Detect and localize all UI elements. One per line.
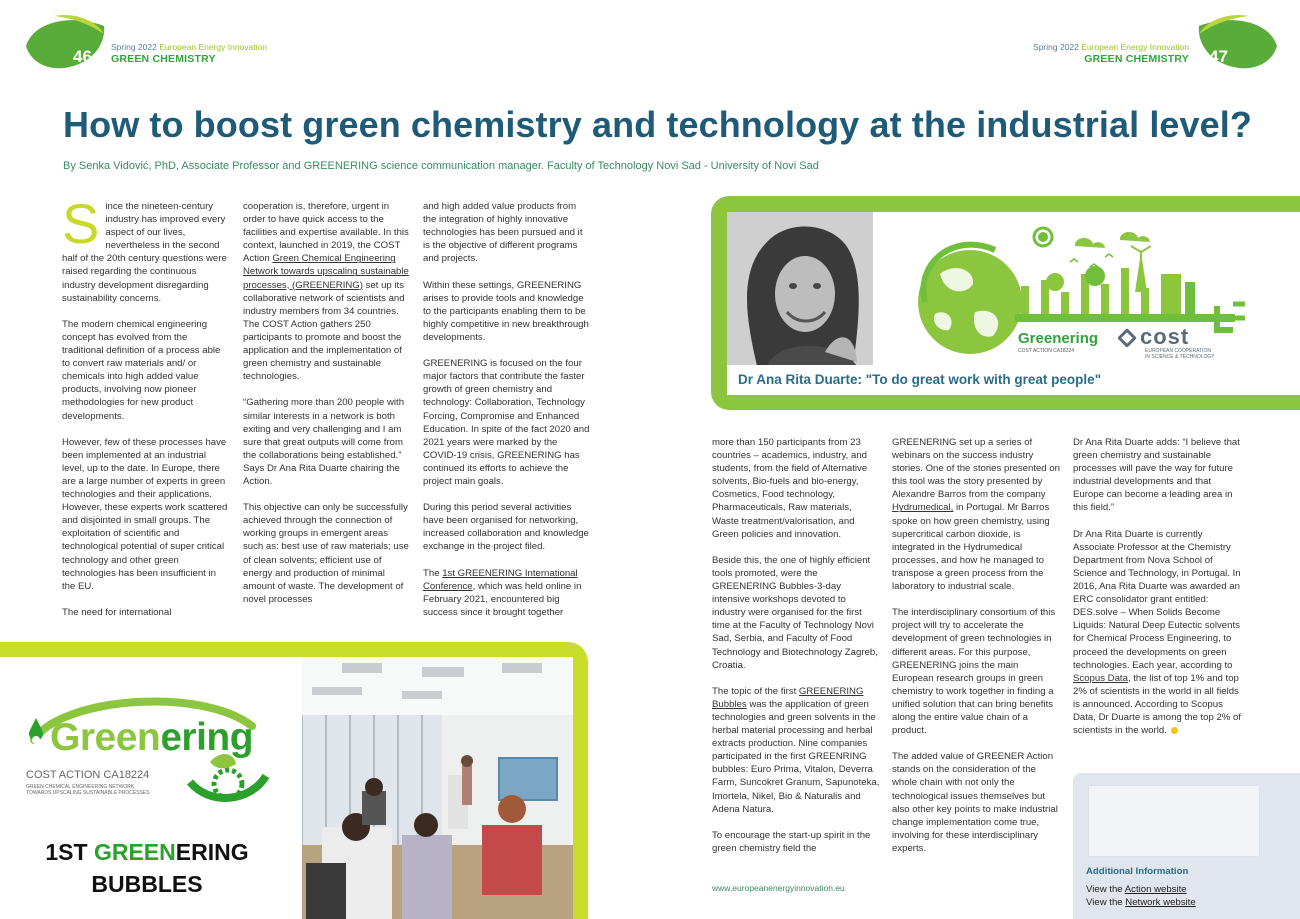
greenering-network-link[interactable]: Green Chemical Engineering Network towards upscaling sustainable processes, (GREENERING) [243, 253, 409, 291]
portrait-photo [727, 212, 873, 366]
network-tagline-2: TOWARDS UPSCALING SUSTAINABLE PROCESSES [26, 790, 150, 796]
article-column-5 [892, 436, 1060, 855]
paragraph: Dr Ana Rita Duarte is currently Associate Professor at the Chemistry Department from Nova School of Science and Technology, in Portugal. In 2016, Ana Rita Duarte was awarded an ERC consolidator grant entitled: DES.solve – When Solids Become Liquids: Natural Deep Eutectic solvents for Chemical Process Engineering, to proceed the developments on green technologies. Each year, according to Scopus Data, the list of top 1% and top 2% of scientists in the world in all fields is announced. According to Scopus Data, Dr Duarte is among the top 2% of scientists in the world. [1073, 528, 1241, 737]
section-label-right: GREEN CHEMISTRY [1084, 53, 1189, 65]
action-code: COST ACTION CA18224 [26, 769, 150, 781]
page-number-left: 46 [73, 47, 92, 66]
drop-cap: S [62, 192, 100, 255]
paragraph: Within these settings, GREENERING arises to provide tools and knowledge to the participants enabling them to be highly competitive in new breakthrough developments. [423, 279, 589, 343]
paragraph: The topic of the first GREENERING Bubbles was the application of green technologies and green solvents in the herbal material processing and herbal extracts production. Nine companies participated in the first GREENRING bubbles: Euro Prima, Vitalon, Deverra Farm, Suncokret Granum, Sapunoteka, Imortela, Nikel, Bio & Naturalis and Adena Natura. [712, 685, 880, 815]
paragraph: The need for international [62, 606, 172, 618]
paragraph: The added value of GREENER Action stands on the consideration of the whole chain with not only the technological issues themselves but also other key points to make industrial change implementation come true, involving for these interdisciplinary experts. [892, 751, 1058, 854]
paragraph: However, few of these processes have been implemented at an industrial level, up to the date. In Europe, there are a large number of experts in green technologies and their applications. However, these experts work scattered and disjointed in small groups. The exploitation of scientific and technological potential of super critical technology and other green technologies has been insufficient in the EU. [62, 436, 228, 592]
network-website-link[interactable]: Network website [1125, 897, 1196, 908]
workshop-photo [302, 657, 573, 919]
end-mark-icon [1171, 727, 1178, 734]
scopus-data-link[interactable]: Scopus Data [1073, 672, 1128, 684]
greenering-logo-small: Greenering [1018, 330, 1099, 347]
footer-url[interactable]: www.europeanenergyinnovation.eu [712, 883, 845, 893]
additional-info-title: Additional Information [1086, 866, 1189, 877]
paragraph: and high added value products from the integration of highly innovative technologies has been pursued and it is the objective of different programs and projects. [423, 201, 583, 265]
greenering-logo-large: Greenering [50, 716, 254, 759]
article-column-3 [423, 200, 591, 619]
paragraph: The interdisciplinary consortium of this project will try to accelerate the development of green technologies in different areas. For this purpose, GREENERING joins the main European research groups in green chemistry to work together in finding a unified solution that can bring benefits along the entire value chain of a product. [892, 607, 1056, 737]
paragraph: Since the nineteen-century industry has improved every aspect of our lives, nevertheless in the second half of the 20th century questions were raised regarding the continuous industry development disregarding sustainability concerns. [62, 192, 227, 304]
issue-label-left: Spring 2022 European Energy Innovation [111, 42, 267, 52]
right-leaf-badge [1193, 12, 1279, 70]
page-number-right: 47 [1209, 47, 1228, 66]
article-title: How to boost green chemistry and technology at the industrial level? [63, 104, 1252, 145]
info-box-placeholder-image [1088, 785, 1260, 857]
greenering-bubbles-link[interactable]: GREENERING Bubbles [712, 685, 864, 710]
bubbles-title: 1ST GREENERING BUBBLES [45, 839, 249, 897]
network-tagline-1: GREEN CHEMICAL ENGINEERING NETWORK [26, 784, 135, 790]
info-line-action: View the Action website [1086, 884, 1187, 895]
hydrumedical-link[interactable]: Hydrumedical, [892, 502, 954, 514]
paragraph: During this period several activities have been organised for networking, increased collaboration and knowledge exchange in the project filed. [423, 502, 589, 553]
article-column-6 [1073, 436, 1241, 737]
section-label-left: GREEN CHEMISTRY [111, 53, 216, 65]
left-leaf-badge [24, 12, 110, 70]
paragraph: GREENERING is focused on the four major factors that contribute the faster growth of green chemistry and technology: Collaboration, Technology Forcing, Compromise and Enhanced Education. In spite of the fact 2020 and 2021 years were marked by the COVID-19 crisis, GREENERING has continued its efforts to achieve the project main goals. [423, 358, 590, 487]
action-website-link[interactable]: Action website [1124, 884, 1187, 895]
paragraph: Beside this, the one of highly efficient tools promoted, were the GREENERING Bubbles-3-day intensive workshops devoted to industry were organised for the first time at the Faculty of Technology Novi Sad, Serbia, and Faculty of Food Technology and Biotechnology Zagreb, Croatia. [712, 554, 878, 671]
paragraph: more than 150 participants from 23 countries – academics, industry, and students, from the field of Alternative solvents, Bio-fuels and bio-energy, Cosmetics, Food technology, Pharmaceuticals, Raw materials, Waste treatment/valorisation, and Green policies and innovation. [712, 437, 868, 540]
greenering-logo-small-sub: COST ACTION CA18224 [1018, 348, 1075, 354]
paragraph: GREENERING set up a series of webinars on the success industry stories. One of the stories presented on this tool was the story presented by Alexandre Barros from the company Hydrumedical, in Portugal. Mr Barros spoke on how green chemistry, using supercritical carbon dioxide, is integrated in the Hydrumedical processes, and how he managed to transpose a green process from the laboratory to industrial scale. [892, 437, 1060, 593]
paragraph: This objective can only be successfully achieved through the connection of working groups in emergent areas such as: best use of raw materials; use of clean solvents; efficient use of energy and production of minimal amount of waste. The development of novel processes [243, 502, 409, 605]
paragraph: “Gathering more than 200 people with similar interests in a network is both exiting and very challenging and I am sure that great outputs will come from the collaborations being established.” Says Dr Ana Rita Duarte chairing the Action. [243, 397, 405, 487]
paragraph: To encourage the start-up spirit in the green chemistry field the [712, 829, 871, 854]
paragraph: cooperation is, therefore, urgent in order to have quick access to the facilities and expertise available. In this context, launched in 2019, the COST Action Green Chemical Engineering Network towards upscaling sustainable processes, (GREENERING) set up its collaborative network of scientists and industry members from 34 countries. The COST Action gathers 250 participants to promote and boost the application and the implementation of green chemistry and sustainable technologies. [243, 201, 409, 383]
issue-label-right: Spring 2022 European Energy Innovation [1033, 42, 1189, 52]
paragraph: Dr Ana Rita Duarte adds: “I believe that green chemistry and sustainable processes will pave the way for future industrial developments and that Europe can become a leading area in this field.” [1073, 437, 1240, 514]
feature-caption: Dr Ana Rita Duarte: "To do great work with great people" [738, 372, 1102, 387]
article-column-4 [712, 436, 880, 855]
article-column-1 [62, 192, 228, 619]
article-byline: By Senka Vidović, PhD, Associate Professor and GREENERING science communication manager. Faculty of Technology Novi Sad - University of Novi Sad [63, 160, 819, 172]
paragraph: The modern chemical engineering concept has evolved from the traditional definition of a process able to convert raw materials and/ or chemicals into high added value products, involving now pioneer methodologies for new product developments. [62, 318, 221, 422]
conference-link[interactable]: 1st GREENERING International Conference [423, 567, 578, 592]
info-line-network: View the Network website [1086, 897, 1196, 908]
article-column-2 [243, 200, 409, 606]
paragraph: The 1st GREENERING International Conference, which was held online in February 2021, encountered big success since it brought together [423, 567, 582, 618]
